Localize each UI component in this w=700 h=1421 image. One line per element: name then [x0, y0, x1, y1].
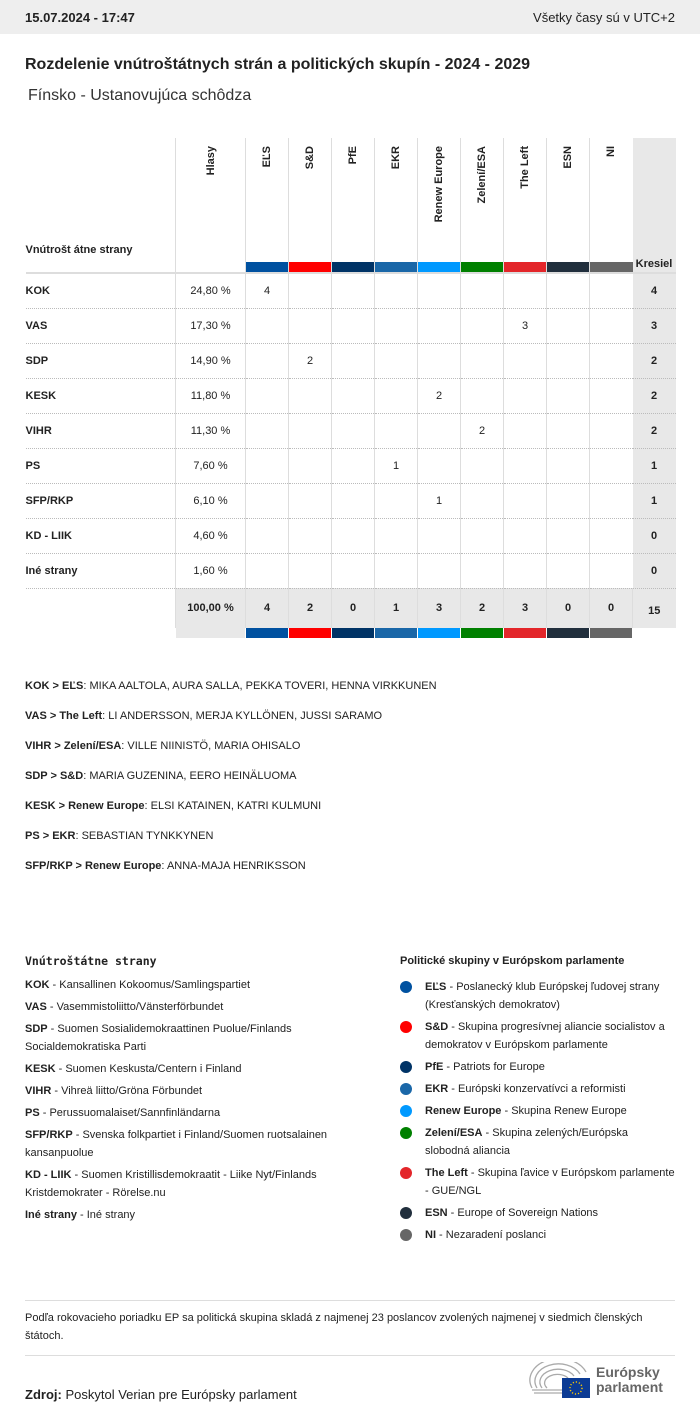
votes-header-wrap [205, 146, 217, 266]
seat-cell [547, 553, 590, 588]
totals-blank [26, 588, 176, 628]
party-name: VAS [26, 308, 176, 343]
member-names: ELSI KATAINEN, KATRI KULMUNI [150, 800, 322, 812]
member-names: LI ANDERSSON, MERJA KYLLÖNEN, JUSSI SARAMO [108, 710, 383, 722]
seat-cell [246, 413, 289, 448]
seat-cell [590, 518, 633, 553]
party-full-name: Vihreä liitto/Gröna Förbundet [61, 1085, 203, 1097]
seat-cell: 2 [418, 378, 461, 413]
group-legend-item: PfE - Patriots for Europe [400, 1058, 675, 1076]
vote-share: 14,90 % [176, 343, 246, 378]
seat-cell [461, 343, 504, 378]
group-abbr: Renew Europe [425, 1105, 502, 1117]
group-legend-item: NI - Nezaradení poslanci [400, 1226, 675, 1244]
party-abbr: PS [25, 1107, 40, 1119]
seat-cell [504, 448, 547, 483]
party-legend-item: SFP/RKP - Svenska folkpartiet i Finland/Suomen ruotsalainen kansanpuolue [25, 1129, 328, 1159]
group-color-dot [400, 1083, 412, 1095]
seat-cell [375, 483, 418, 518]
vote-share: 17,30 % [176, 308, 246, 343]
group-color-dot [400, 1127, 412, 1139]
seat-cell [590, 483, 633, 518]
seat-cell [375, 343, 418, 378]
seat-cell [418, 308, 461, 343]
party-legend-item: KOK - Kansallinen Kokoomus/Samlingspartiet [25, 979, 251, 991]
totals-row [26, 588, 676, 628]
member-key: VAS > The Left [25, 710, 103, 722]
seat-cell [590, 553, 633, 588]
group-color-bar [246, 628, 289, 638]
table-row [26, 413, 676, 448]
party-full-name: Svenska folkpartiet i Finland/Suomen ruotsalainen kansanpuolue [25, 1129, 328, 1159]
source-label: Zdroj: [25, 1387, 62, 1402]
group-header-label: EKR [390, 146, 402, 170]
group-header-label: Renew Europe [433, 146, 445, 223]
seat-cell: 1 [375, 448, 418, 483]
member-key: KOK > EĽS [25, 680, 84, 692]
seat-cell [246, 483, 289, 518]
seat-cell [547, 308, 590, 343]
group-full-name: Európski konzervatívci a reformisti [458, 1083, 626, 1095]
seat-cell [246, 518, 289, 553]
group-legend-title: Politické skupiny v Európskom parlamente [400, 955, 625, 967]
group-abbr: ESN [425, 1207, 448, 1219]
page-subtitle: Fínsko - Ustanovujúca schôdza [28, 87, 252, 104]
party-full-name: Suomen Keskusta/Centern i Finland [65, 1063, 242, 1075]
group-abbr: EKR [425, 1083, 449, 1095]
seat-cell [289, 448, 332, 483]
group-column-header [289, 138, 332, 273]
group-total: 0 [590, 588, 633, 628]
seat-cell [590, 343, 633, 378]
datetime: 15.07.2024 - 17:47 [25, 9, 135, 25]
group-header-wrap [562, 146, 574, 264]
seat-cell [418, 343, 461, 378]
group-abbr: S&D [425, 1021, 449, 1033]
group-color-bar [461, 628, 504, 638]
seat-cell [418, 413, 461, 448]
table-row [26, 518, 676, 553]
seat-cell [289, 378, 332, 413]
party-legend [25, 952, 365, 1228]
seat-cell [332, 518, 375, 553]
group-abbr: PfE [425, 1061, 444, 1073]
seat-cell [504, 413, 547, 448]
seat-total: 2 [633, 343, 676, 378]
member-names: MIKA AALTOLA, AURA SALLA, PEKKA TOVERI, HENNA VIRKKUNEN [89, 680, 437, 692]
party-abbr: VAS [25, 1001, 47, 1013]
party-name: PS [26, 448, 176, 483]
total-seats: 15 [633, 588, 676, 628]
group-column-header [246, 138, 289, 273]
party-name: KOK [26, 273, 176, 308]
rules-note: Podľa rokovacieho poriadku EP sa politická skupina skladá z najmenej 23 poslancov zvolených najmenej v siedmich členských štátoch. [25, 1300, 675, 1356]
group-total: 3 [418, 588, 461, 628]
seat-cell [332, 483, 375, 518]
group-total: 0 [332, 588, 375, 628]
party-legend-item: SDP - Suomen Sosialidemokraattinen Puolue/Finlands Socialdemokratiska Parti [25, 1023, 292, 1053]
group-header-label: S&D [304, 146, 316, 170]
seat-cell [461, 308, 504, 343]
seat-total: 1 [633, 483, 676, 518]
group-header-wrap [304, 146, 316, 264]
group-column-header [504, 138, 547, 273]
party-name: Iné strany [26, 553, 176, 588]
seat-cell [547, 378, 590, 413]
seat-cell [461, 378, 504, 413]
table-row [26, 448, 676, 483]
seat-cell [332, 413, 375, 448]
group-full-name: Skupina Renew Europe [511, 1105, 627, 1117]
seat-cell [504, 483, 547, 518]
seat-cell [590, 448, 633, 483]
seat-cell [590, 378, 633, 413]
member-names: SEBASTIAN TYNKKYNEN [81, 830, 214, 842]
seat-cell [332, 553, 375, 588]
vote-share: 11,80 % [176, 378, 246, 413]
group-total: 0 [547, 588, 590, 628]
seat-cell [461, 518, 504, 553]
seat-cell [332, 273, 375, 308]
seat-cell [375, 378, 418, 413]
seat-cell [246, 553, 289, 588]
group-abbr: NI [425, 1229, 436, 1241]
group-color-bar [375, 262, 417, 272]
seat-cell [590, 308, 633, 343]
group-header-wrap [261, 146, 273, 264]
group-full-name: Skupina progresívnej aliancie socialistov a demokratov v Európskom parlamente [425, 1021, 665, 1051]
seat-cell [289, 308, 332, 343]
seat-total: 2 [633, 378, 676, 413]
group-color-bar [375, 628, 418, 638]
group-legend-item: EKR - Európski konzervatívci a reformisti [400, 1080, 675, 1098]
group-color-bar [332, 262, 374, 272]
top-bar [0, 0, 700, 34]
group-legend-item: Renew Europe - Skupina Renew Europe [400, 1102, 675, 1120]
seat-cell: 1 [418, 483, 461, 518]
group-full-name: Patriots for Europe [453, 1061, 545, 1073]
seat-total: 4 [633, 273, 676, 308]
seat-total: 3 [633, 308, 676, 343]
group-header-wrap [519, 146, 531, 264]
seat-cell [375, 413, 418, 448]
group-header-wrap [433, 146, 445, 264]
table-row [26, 553, 676, 588]
member-names: VILLE NIINISTÖ, MARIA OHISALO [127, 740, 301, 752]
party-full-name: Iné strany [86, 1209, 136, 1221]
group-color-bar [590, 262, 633, 272]
seat-cell [547, 483, 590, 518]
group-color-bar [289, 628, 332, 638]
party-abbr: VIHR [25, 1085, 52, 1097]
member-line: VIHR > Zelení/ESA: VILLE NIINISTÖ, MARIA OHISALO [25, 740, 301, 752]
member-line: SFP/RKP > Renew Europe: ANNA-MAJA HENRIKSSON [25, 860, 306, 872]
group-header-label: Zelení/ESA [476, 146, 488, 204]
seat-cell [461, 553, 504, 588]
member-key: SFP/RKP > Renew Europe [25, 860, 162, 872]
group-legend-item: EĽS - Poslanecký klub Európskej ľudovej strany (Kresťanských demokratov) [400, 978, 675, 1014]
group-total: 2 [289, 588, 332, 628]
party-full-name: Kansallinen Kokoomus/Samlingspartiet [59, 979, 251, 991]
logo-line1: Európsky [596, 1364, 660, 1380]
seat-total: 2 [633, 413, 676, 448]
group-color-bar [246, 262, 288, 272]
seat-cell [461, 448, 504, 483]
party-full-name: Suomen Kristillisdemokraatit - Liike Nyt/Finlands Kristdemokrater - Rörelse.nu [25, 1169, 317, 1199]
seat-cell [375, 308, 418, 343]
seat-cell: 4 [246, 273, 289, 308]
hemicycle-icon [528, 1362, 590, 1398]
bar-gray [176, 628, 246, 638]
group-color-bar [504, 262, 546, 272]
party-full-name: Vasemmistoliitto/Vänsterförbundet [56, 1001, 224, 1013]
seat-cell [418, 518, 461, 553]
group-header-wrap [347, 146, 359, 264]
bar-blank [633, 628, 676, 638]
seat-cell [332, 308, 375, 343]
seat-cell [590, 413, 633, 448]
seat-cell [289, 273, 332, 308]
votes-header-label: Hlasy [204, 146, 217, 176]
seat-cell [504, 518, 547, 553]
group-full-name: Skupina zelených/Európska slobodná aliancia [425, 1127, 628, 1157]
party-legend-item: KD - LIIK - Suomen Kristillisdemokraatit - Liike Nyt/Finlands Kristdemokrater - Rörelse.nu [25, 1169, 317, 1199]
vote-share: 11,30 % [176, 413, 246, 448]
member-names: ANNA-MAJA HENRIKSSON [166, 860, 306, 872]
group-color-bar [461, 262, 503, 272]
group-column-header [418, 138, 461, 273]
party-name: SFP/RKP [26, 483, 176, 518]
party-abbr: KOK [25, 979, 50, 991]
member-line: PS > EKR: SEBASTIAN TYNKKYNEN [25, 830, 214, 842]
group-color-dot [400, 981, 412, 993]
seat-cell [504, 378, 547, 413]
group-column-header [375, 138, 418, 273]
party-name: KD - LIIK [26, 518, 176, 553]
party-column-header: Vnútrošt átne strany [26, 138, 176, 273]
ep-logo [528, 1362, 663, 1398]
group-color-dot [400, 1207, 412, 1219]
seat-cell [418, 273, 461, 308]
seat-cell [246, 343, 289, 378]
group-header-label: EĽS [261, 146, 273, 168]
table-row [26, 483, 676, 518]
total-votes: 100,00 % [176, 588, 246, 628]
group-header-wrap [476, 146, 488, 264]
member-key: PS > EKR [25, 830, 76, 842]
member-list [25, 680, 437, 890]
group-total: 4 [246, 588, 289, 628]
seat-cell [246, 378, 289, 413]
group-abbr: EĽS [425, 981, 447, 993]
source [25, 1387, 297, 1402]
seat-cell [332, 448, 375, 483]
group-color-bar [418, 628, 461, 638]
table-row [26, 378, 676, 413]
party-legend-item: KESK - Suomen Keskusta/Centern i Finland [25, 1063, 242, 1075]
group-full-name: Skupina ľavice v Európskom parlamente - GUE/NGL [425, 1167, 675, 1197]
seat-distribution-table [25, 138, 676, 638]
party-full-name: Suomen Sosialidemokraattinen Puolue/Finlands Socialdemokratiska Parti [25, 1023, 292, 1053]
bar-blank [26, 628, 176, 638]
group-column-header [332, 138, 375, 273]
seat-total: 0 [633, 518, 676, 553]
group-total: 3 [504, 588, 547, 628]
group-full-name: Nezaradení poslanci [445, 1229, 547, 1241]
member-key: KESK > Renew Europe [25, 800, 145, 812]
group-color-dot [400, 1061, 412, 1073]
group-header-wrap [605, 146, 617, 264]
group-color-bar [418, 262, 460, 272]
logo-line2: parlament [596, 1379, 663, 1395]
vote-share: 4,60 % [176, 518, 246, 553]
member-line: VAS > The Left: LI ANDERSSON, MERJA KYLLÖNEN, JUSSI SARAMO [25, 710, 383, 722]
group-full-name: Poslanecký klub Európskej ľudovej strany (Kresťanských demokratov) [425, 981, 660, 1011]
member-names: MARIA GUZENINA, EERO HEINÄLUOMA [89, 770, 297, 782]
seat-cell [375, 273, 418, 308]
vote-share: 6,10 % [176, 483, 246, 518]
seat-cell [289, 518, 332, 553]
party-name: VIHR [26, 413, 176, 448]
group-column-header [461, 138, 504, 273]
party-legend-item: VAS - Vasemmistoliitto/Vänsterförbundet [25, 1001, 224, 1013]
group-color-dot [400, 1229, 412, 1241]
seat-cell [375, 518, 418, 553]
source-text: Poskytol Verian pre Európsky parlament [65, 1387, 297, 1402]
group-legend-item: Zelení/ESA - Skupina zelených/Európska slobodná aliancia [400, 1124, 675, 1160]
party-abbr: KD - LIIK [25, 1169, 72, 1181]
seat-cell: 3 [504, 308, 547, 343]
seat-cell: 2 [461, 413, 504, 448]
group-legend-item: The Left - Skupina ľavice v Európskom parlamente - GUE/NGL [400, 1164, 675, 1200]
color-bar-row [26, 628, 676, 638]
group-abbr: The Left [425, 1167, 468, 1179]
timezone-note: Všetky časy sú v UTC+2 [533, 9, 675, 25]
group-color-bar [547, 262, 589, 272]
vote-share: 1,60 % [176, 553, 246, 588]
seat-cell [504, 273, 547, 308]
group-header-label: The Left [519, 146, 531, 189]
seat-cell [547, 518, 590, 553]
party-legend-item: Iné strany - Iné strany [25, 1209, 136, 1221]
member-line: KESK > Renew Europe: ELSI KATAINEN, KATRI KULMUNI [25, 800, 322, 812]
member-line: SDP > S&D: MARIA GUZENINA, EERO HEINÄLUOMA [25, 770, 297, 782]
party-name: SDP [26, 343, 176, 378]
group-color-dot [400, 1167, 412, 1179]
seat-total: 1 [633, 448, 676, 483]
seat-cell [289, 483, 332, 518]
table-row [26, 343, 676, 378]
seat-cell [547, 413, 590, 448]
seat-cell [375, 553, 418, 588]
member-line: KOK > EĽS: MIKA AALTOLA, AURA SALLA, PEKKA TOVERI, HENNA VIRKKUNEN [25, 680, 437, 692]
party-legend-item: VIHR - Vihreä liitto/Gröna Förbundet [25, 1085, 203, 1097]
group-color-dot [400, 1105, 412, 1117]
group-total: 2 [461, 588, 504, 628]
group-header-label: PfE [347, 146, 359, 165]
seat-cell: 2 [289, 343, 332, 378]
vote-share: 7,60 % [176, 448, 246, 483]
party-legend-item: PS - Perussuomalaiset/Sannfinländarna [25, 1107, 221, 1119]
seat-cell [461, 483, 504, 518]
seat-total: 0 [633, 553, 676, 588]
seat-cell [418, 448, 461, 483]
group-color-bar [504, 628, 547, 638]
party-abbr: KESK [25, 1063, 56, 1075]
seat-cell [547, 448, 590, 483]
party-full-name: Perussuomalaiset/Sannfinländarna [49, 1107, 221, 1119]
group-color-dot [400, 1021, 412, 1033]
group-total: 1 [375, 588, 418, 628]
group-abbr: Zelení/ESA [425, 1127, 483, 1139]
group-color-bar [332, 628, 375, 638]
seat-cell [246, 308, 289, 343]
seat-cell [332, 343, 375, 378]
seat-cell [590, 273, 633, 308]
seat-cell [418, 553, 461, 588]
seat-cell [332, 378, 375, 413]
seat-cell [289, 553, 332, 588]
party-abbr: Iné strany [25, 1209, 77, 1221]
seat-cell [547, 343, 590, 378]
seat-cell [461, 273, 504, 308]
votes-column-header [176, 138, 246, 273]
party-abbr: SFP/RKP [25, 1129, 73, 1141]
page-title: Rozdelenie vnútroštátnych strán a politických skupín - 2024 - 2029 [25, 56, 531, 73]
table-row [26, 273, 676, 308]
group-column-header [547, 138, 590, 273]
party-abbr: SDP [25, 1023, 48, 1035]
party-name: KESK [26, 378, 176, 413]
seat-cell [504, 553, 547, 588]
group-color-bar [590, 628, 633, 638]
seat-cell [504, 343, 547, 378]
group-legend-item: ESN - Europe of Sovereign Nations [400, 1204, 675, 1222]
group-column-header [590, 138, 633, 273]
party-legend-title: Vnútroštátne strany [25, 954, 157, 968]
group-header-label: ESN [562, 146, 574, 169]
seats-column-header: Kresiel [633, 138, 676, 273]
group-legend-item: S&D - Skupina progresívnej aliancie socialistov a demokratov v Európskom parlamente [400, 1018, 675, 1054]
member-key: SDP > S&D [25, 770, 84, 782]
member-key: VIHR > Zelení/ESA [25, 740, 122, 752]
table-row [26, 308, 676, 343]
vote-share: 24,80 % [176, 273, 246, 308]
group-color-bar [547, 628, 590, 638]
seat-cell [246, 448, 289, 483]
seat-cell [289, 413, 332, 448]
group-legend [400, 952, 675, 1248]
group-header-wrap [390, 146, 402, 264]
seat-cell [547, 273, 590, 308]
group-header-label: NI [605, 146, 618, 157]
group-full-name: Europe of Sovereign Nations [457, 1207, 599, 1219]
group-color-bar [289, 262, 331, 272]
